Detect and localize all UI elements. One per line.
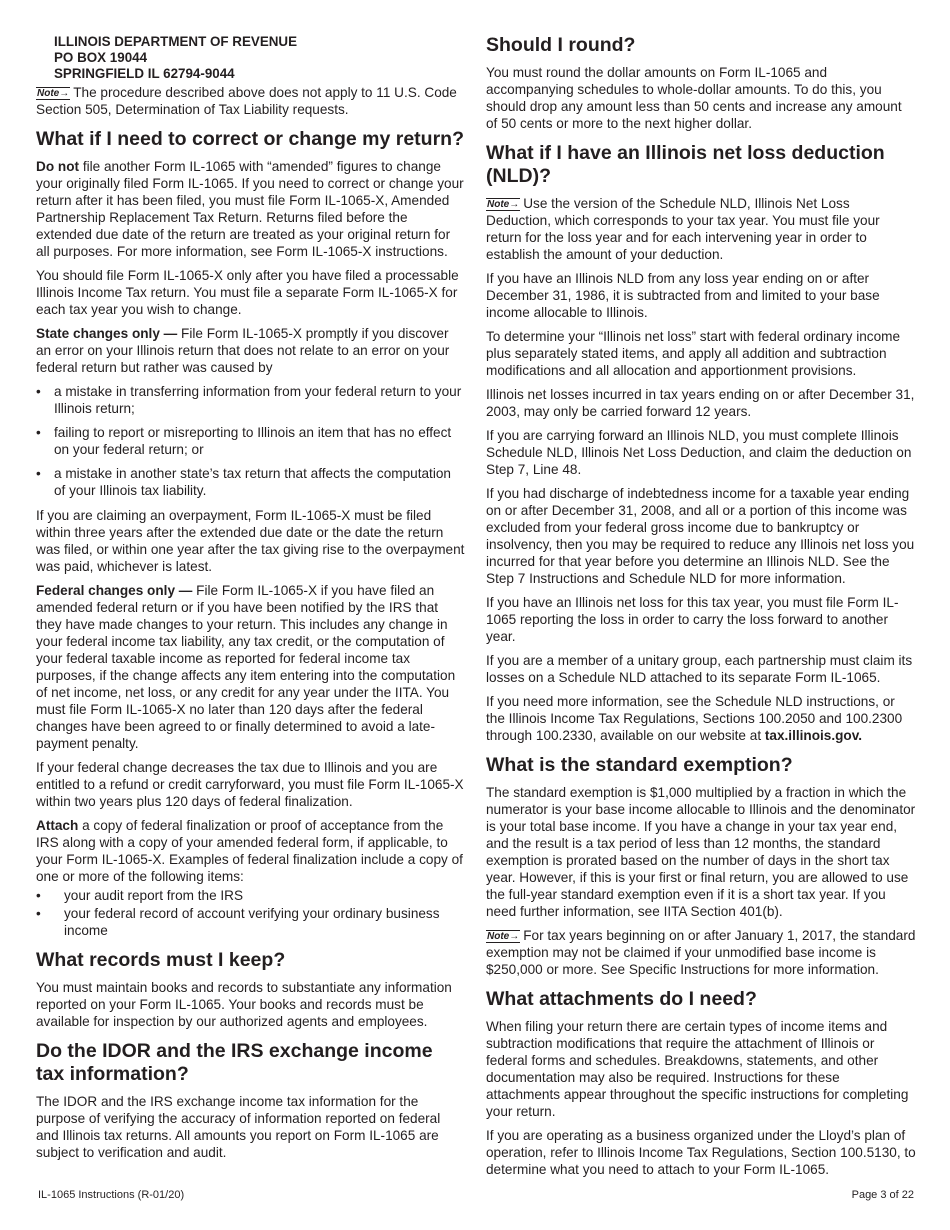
paragraph: Illinois net losses incurred in tax years ending on or after December 31, 2003, may only be carried forward 12 years. [486,387,915,419]
paragraph: If you are a member of a unitary group, each partnership must claim its losses on a Schedule NLD attached to its separate Form IL-1065. [486,653,913,685]
paragraph: If you have an Illinois net loss for this tax year, you must file Form IL-1065 reporting the loss in order to carry the loss forward to another year. [486,595,899,644]
note-icon: Note→ [37,88,70,99]
address-line: SPRINGFIELD IL 62794-9044 [54,66,235,81]
state-changes-list [36,383,466,499]
heading-round: Should I round? [486,34,636,56]
heading-exemption: What is the standard exemption? [486,754,793,776]
website-link: tax.illinois.gov. [764,728,863,743]
paragraph: You must maintain books and records to substantiate any information reported on your Form IL-1065. Your books and records must be available for inspection by our authorized agents and employees. [36,980,452,1029]
paragraph: The IDOR and the IRS exchange income tax information for the purpose of verifying the accuracy of information reported on federal and Illinois tax returns. All amounts you report on Form IL-1065 are subject to verification and audit. [36,1094,441,1160]
mailing-address [36,34,466,82]
address-line: PO BOX 19044 [54,50,148,65]
note-icon: Note→ [487,199,520,210]
paragraph: Do not file another Form IL-1065 with “amended” figures to change your originally filed Form IL-1065. If you need to correct or change your return after it has been filed, you must file Form IL-1065-X, Amended Partnership Replacement Tax Return. Returns filed before the extended due date of the return are treated as your original return for all purposes. For more information, see Form IL-1065-X instructions. [36,159,464,259]
paragraph: If you had discharge of indebtedness income for a taxable year ending on or after December 31, 2008, and all or a portion of this income was excluded from your federal gross income due to bankruptcy or insolvency, then you may be required to reduce any Illinois net loss you incurred for that year before you determine an Illinois NLD. See the Step 7 Instructions and Schedule NLD for more information. [486,486,915,586]
address-line: ILLINOIS DEPARTMENT OF REVENUE [54,34,298,49]
list-item: • your audit report from the IRS [36,887,466,904]
paragraph: The standard exemption is $1,000 multiplied by a fraction in which the numerator is your base income allocable to Illinois and the denominator is your total base income. If you have a change in your tax year end, and the result is a tax period of less than 12 months, the standard exemption is prorated based on the number of days in the short tax year. However, if this is your first or final return, you are allowed to use the full-year standard exemption even if it is a short tax year. If you need further information, see IITA Section 401(b). [486,785,916,919]
note-icon: Note→ [487,931,520,942]
paragraph: If you are claiming an overpayment, Form IL-1065-X must be filed within three years after the extended due date or the date the return was filed, or within one year after the tax giving rise to the overpayment was paid, whichever is latest. [36,508,465,574]
list-item: • your federal record of account verifying your ordinary business income [36,905,466,939]
paragraph: If you have an Illinois NLD from any loss year ending on or after December 31, 1986, it is subtracted from and limited to your base income allocable to Illinois. [486,271,880,320]
paragraph: If you need more information, see the Schedule NLD instructions, or the Illinois Income Tax Regulations, Sections 100.2050 and 100.2300 through 100.2330, available on our website at tax.illinois.gov. [486,694,903,743]
paragraph: If you are carrying forward an Illinois NLD, you must complete Illinois Schedule NLD, Illinois Net Loss Deduction, and claim the deduction on Step 7, Line 48. [486,428,912,477]
right-column [486,34,916,1185]
heading-exchange: Do the IDOR and the IRS exchange income tax information? [36,1040,433,1085]
list-item: • a mistake in another state’s tax return that affects the computation of your Illinois tax liability. [36,465,466,499]
paragraph: Federal changes only — File Form IL-1065-X if you have filed an amended federal return or if you have been notified by the IRS that they have made changes to your return. This includes any change in your federal income tax liability, any tax credit, or the computation of your federal taxable income as reported for federal income tax purposes, if the change affects any item entering into the computation of net income, net loss, or any credit for any year under the IITA. You must file Form IL-1065-X no later than 120 days after the federal changes have been agreed to or finally determined to avoid a late-payment penalty. [36,583,456,751]
paragraph: You should file Form IL-1065-X only after you have filed a processable Illinois Income Tax return. You must file a separate Form IL-1065-X for each tax year you wish to change. [36,268,459,317]
paragraph: If your federal change decreases the tax due to Illinois and you are entitled to a refund or credit carryforward, you must file Form IL-1065-X within two years plus 120 days of federal finalization. [36,760,464,809]
left-column [36,34,466,1168]
paragraph: Attach a copy of federal finalization or proof of acceptance from the IRS along with a copy of your amended federal form, if applicable, to your Form IL-1065-X. Examples of federal finalization include a copy of one or more of the following items: [36,818,463,884]
paragraph: You must round the dollar amounts on Form IL-1065 and accompanying schedules to whole-dollar amounts. To do this, you should drop any amount less than 50 cents and increase any amount of 50 cents or more to the next higher dollar. [486,65,902,131]
federal-finalization-list [36,887,466,939]
footer-form-id: IL-1065 Instructions (R-01/20) [38,1189,185,1201]
heading-nld: What if I have an Illinois net loss deduction (NLD)? [486,142,885,187]
note-paragraph: Note→ For tax years beginning on or after January 1, 2017, the standard exemption may not be claimed if your unmodified base income is $250,000 or more. See Specific Instructions for more information. [486,928,916,977]
heading-records: What records must I keep? [36,949,286,971]
heading-attachments: What attachments do I need? [486,988,757,1010]
footer-page-number: Page 3 of 22 [851,1189,914,1201]
list-item: • failing to report or misreporting to Illinois an item that has no effect on your federal return; or [36,424,466,458]
note-paragraph: Note→ The procedure described above does not apply to 11 U.S. Code Section 505, Determination of Tax Liability requests. [36,85,457,117]
heading-correct-return: What if I need to correct or change my return? [36,128,464,150]
paragraph: State changes only — File Form IL-1065-X promptly if you discover an error on your Illinois return that does not relate to an error on your federal return but rather was caused by [36,326,450,375]
note-paragraph: Note→ Use the version of the Schedule NLD, Illinois Net Loss Deduction, which corresponds to your tax year. You must file your return for the loss year and for each intervening year in order to establish the amount of your deduction. [486,196,880,262]
paragraph: To determine your “Illinois net loss” start with federal ordinary income plus separately stated items, and apply all addition and subtraction modifications and all allocation and apportionment provisions. [486,329,901,378]
list-item: • a mistake in transferring information from your federal return to your Illinois return; [36,383,466,417]
paragraph: If you are operating as a business organized under the Lloyd’s plan of operation, refer to Illinois Income Tax Regulations, Section 100.5130, to determine what you need to attach to your Form IL-1065. [486,1128,916,1177]
paragraph: When filing your return there are certain types of income items and subtraction modifications that require the attachment of Illinois or federal forms and schedules. Breakdowns, statements, and other documentation may also be required. Instructions for these attachments appear throughout the specific instructions for completing your return. [486,1019,909,1119]
